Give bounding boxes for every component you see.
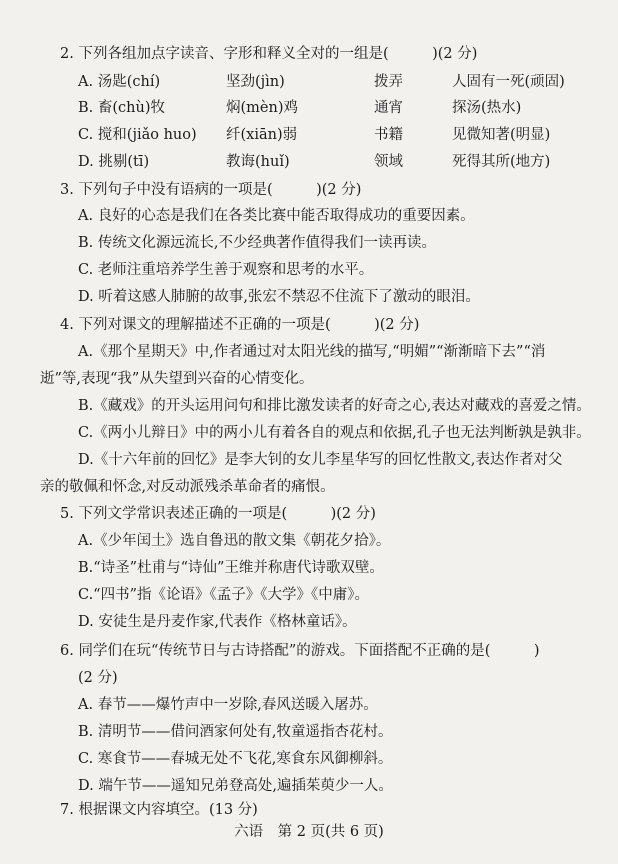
- question-5-stem: 5. 下列文学常识表述正确的一项是( )(2 分): [60, 506, 376, 522]
- q4-option-a-line-2: 逝”等,表现“我”从失望到兴奋的心情变化。: [40, 371, 314, 387]
- q2-option-b-item-4: 探汤(热水): [452, 100, 522, 116]
- q4-option-d-line-1: D.《十六年前的回忆》是李大钊的女儿李星华写的回忆性散文,表达作者对父: [78, 452, 563, 468]
- q2-option-a-item-1: A. 汤匙(chí): [78, 74, 161, 90]
- q2-option-c-item-4: 见微知著(明显): [452, 127, 551, 143]
- q4-option-b: B.《藏戏》的开头运用问句和排比激发读者的好奇之心,表达对藏戏的喜爱之情。: [78, 398, 591, 414]
- q2-option-a-item-3: 拨弄: [374, 74, 403, 90]
- q2-option-a: [78, 72, 618, 92]
- question-2-stem: 2. 下列各组加点字读音、字形和释义全对的一组是( )(2 分): [60, 46, 478, 62]
- q2-option-b-item-2: 焖(mèn)鸡: [226, 100, 298, 116]
- q3-option-a: A. 良好的心态是我们在各类比赛中能否取得成功的重要因素。: [78, 208, 475, 224]
- q5-option-b: B.“诗圣”杜甫与“诗仙”王维并称唐代诗歌双壁。: [78, 560, 384, 576]
- q2-option-d-item-1: D. 挑剔(tī): [78, 154, 150, 170]
- q5-option-a: A.《少年闰土》选自鲁迅的散文集《朝花夕拾》。: [78, 533, 391, 549]
- q2-option-c-item-3: 书籍: [374, 127, 403, 143]
- q4-option-a-line-1: A.《那个星期天》中,作者通过对太阳光线的描写,“明媚”“渐渐暗下去”“消: [78, 344, 546, 360]
- q2-option-c-item-2: 纤(xiān)弱: [226, 127, 298, 143]
- q2-option-c: [78, 125, 618, 145]
- q3-option-d: D. 听着这感人肺腑的故事,张宏不禁忍不住流下了激动的眼泪。: [78, 289, 480, 305]
- q5-option-c: C.“四书”指《论语》《孟子》《大学》《中庸》。: [78, 587, 370, 603]
- q2-option-b: [78, 98, 618, 118]
- q5-option-d: D. 安徒生是丹麦作家,代表作《格林童话》。: [78, 614, 357, 630]
- q6-option-c: C. 寒食节——春城无处不飞花,寒食东风御柳斜。: [78, 751, 393, 767]
- question-4-stem: 4. 下列对课文的理解描述不正确的一项是( )(2 分): [60, 317, 420, 333]
- q2-option-b-item-3: 通宵: [374, 100, 403, 116]
- q2-option-d-item-2: 教诲(huǐ): [226, 154, 290, 170]
- q6-option-a: A. 春节——爆竹声中一岁除,春风送暖入屠苏。: [78, 697, 378, 713]
- q2-option-b-item-1: B. 畜(chù)牧: [78, 100, 165, 116]
- q2-option-c-item-1: C. 搅和(jiǎo huo): [78, 127, 197, 143]
- question-7-stem: 7. 根据课文内容填空。(13 分): [60, 802, 258, 818]
- page-footer: 六语 第 2 页(共 6 页): [234, 824, 384, 840]
- q6-option-d: D. 端午节——遥知兄弟登高处,遍插茱萸少一人。: [78, 778, 393, 794]
- q3-option-b: B. 传统文化源远流长,不少经典著作值得我们一读再读。: [78, 235, 436, 251]
- question-6-points: (2 分): [78, 670, 118, 686]
- q2-option-a-item-4: 人固有一死(顽固): [452, 74, 565, 90]
- q2-option-d-item-3: 领域: [374, 154, 403, 170]
- q2-option-d: [78, 152, 618, 172]
- q6-option-b: B. 清明节——借问酒家何处有,牧童遥指杏花村。: [78, 724, 393, 740]
- q4-option-c: C.《两小儿辩日》中的两小儿有着各自的观点和依据,孔子也无法判断孰是孰非。: [78, 425, 591, 441]
- q3-option-c: C. 老师注重培养学生善于观察和思考的水平。: [78, 262, 374, 278]
- question-3-stem: 3. 下列句子中没有语病的一项是( )(2 分): [60, 182, 362, 198]
- question-6-stem: 6. 同学们在玩“传统节日与古诗搭配”的游戏。下面搭配不正确的是( ): [60, 643, 540, 659]
- q4-option-d-line-2: 亲的敬佩和怀念,对反动派残杀革命者的痛恨。: [40, 479, 335, 495]
- q2-option-d-item-4: 死得其所(地方): [452, 154, 551, 170]
- q2-option-a-item-2: 坚劲(jìn): [226, 74, 285, 90]
